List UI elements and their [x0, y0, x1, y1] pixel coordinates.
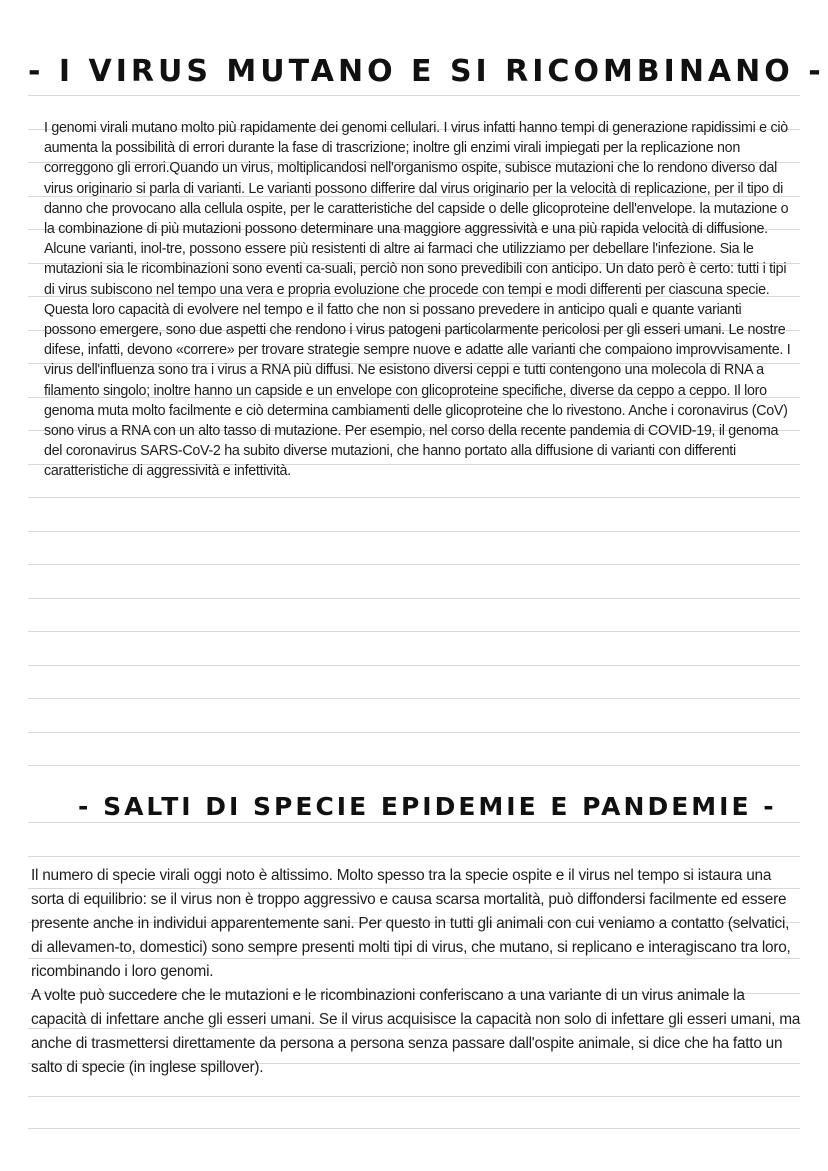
notebook-rule-line	[28, 665, 800, 666]
paragraph-species-jump-part2: A volte può succedere che le mutazioni e le ricombinazioni conferiscano a una variante di un virus animale la capacità di infettare anche gli esseri umani. Se il virus acquisisce la capacità non solo di infettare gli esseri umani, ma anche di trasmettersi direttamente da persona a persona senza passare dall'ospite animale, si dice che ha fatto un salto di specie (in inglese spillover).	[31, 987, 801, 1076]
notebook-rule-line	[28, 698, 800, 699]
notebook-rule-line	[28, 531, 800, 532]
notebook-rule-line	[28, 95, 800, 96]
notebook-rule-line	[28, 1096, 800, 1097]
notebook-rule-line	[28, 1128, 800, 1129]
notebook-rule-line	[28, 598, 800, 599]
notebook-rule-line	[28, 822, 800, 823]
notebook-rule-line	[28, 765, 800, 766]
paragraph-virus-mutation: I genomi virali mutano molto più rapidamente dei genomi cellulari. I virus infatti hanno tempi di generazione rapidissimi e ciò aumenta la possibilità di errori durante la fase di trascrizione; inoltre gli enzimi virali impiegati per la replicazione non correggono gli errori.Quando un virus, moltiplicandosi nell'organismo ospite, subisce mutazioni che lo rendono diverso dal virus originario si parla di varianti. Le varianti possono differire dal virus originario per la velocità di replicazione, per il tipo di danno che provocano alla cellula ospite, per le caratteristiche del capside o delle glicoproteine dell'envelope. la mutazione o la combinazione di più mutazioni possono determinare una maggiore aggressività e una più rapida velocità di diffusione. Alcune varianti, inol-tre, possono essere più resistenti di altre ai farmaci che utilizziamo per debellare l'infezione. Sia le mutazioni sia le ricombinazioni sono eventi ca-suali, perciò non sono prevedibili con anticipo. Un dato però è certo: tutti i tipi di virus subiscono nel tempo una vera e propria evoluzione che procede con tempi e modi differenti per ciascuna specie. Questa loro capacità di evolvere nel tempo e il fatto che non si possano prevedere in anticipo quali e quante varianti possono emergere, sono due aspetti che rendono i virus patogeni particolarmente pericolosi per gli esseri umani. Le nostre difese, infatti, devono «correre» per trovare strategie sempre nuove e adatte alle varianti che compaiono improvvisamente. I virus dell'influenza sono tra i virus a RNA più diffusi. Ne esistono diversi ceppi e tutti contengono una molecola di RNA a filamento singolo; inoltre hanno un capside e un envelope con glicoproteine specifiche, diverse da ceppo a ceppo. Il loro genoma muta molto facilmente e ciò determina cambiamenti delle glicoproteine che lo rivestono. Anche i coronavirus (CoV) sono virus a RNA con un alto tasso di mutazione. Per esempio, nel corso della recente pandemia di COVID-19, il genoma del coronavirus SARS-CoV-2 ha subito diverse mutazioni, che hanno portato alla diffusione di varianti con differenti caratteristiche di aggressività e infettività.	[44, 120, 791, 480]
notebook-rule-line	[28, 564, 800, 565]
notebook-rule-line	[28, 856, 800, 857]
section-title-virus-mutation: - I VIRUS MUTANO E SI RICOMBINANO -	[28, 54, 825, 89]
notebook-rule-line	[28, 497, 800, 498]
section-title-species-jump: - SALTI DI SPECIE EPIDEMIE E PANDEMIE -	[78, 792, 777, 821]
notebook-rule-line	[28, 631, 800, 632]
paragraph-species-jump	[31, 864, 801, 1080]
notebook-rule-line	[28, 732, 800, 733]
paragraph-species-jump-part1: Il numero di specie virali oggi noto è altissimo. Molto spesso tra la specie ospite e il virus nel tempo si istaura una sorta di equilibrio: se il virus non è troppo aggressivo e causa scarsa mortalità, può diffondersi facilmente ed essere presente anche in individui apparentemente sani. Per questo in tutti gli animali con cui veniamo a contatto (selvatici, di allevamen-to, domestici) sono sempre presenti molti tipi di virus, che mutano, si replicano e interagiscano tra loro, ricombinando i loro genomi.	[31, 867, 791, 980]
